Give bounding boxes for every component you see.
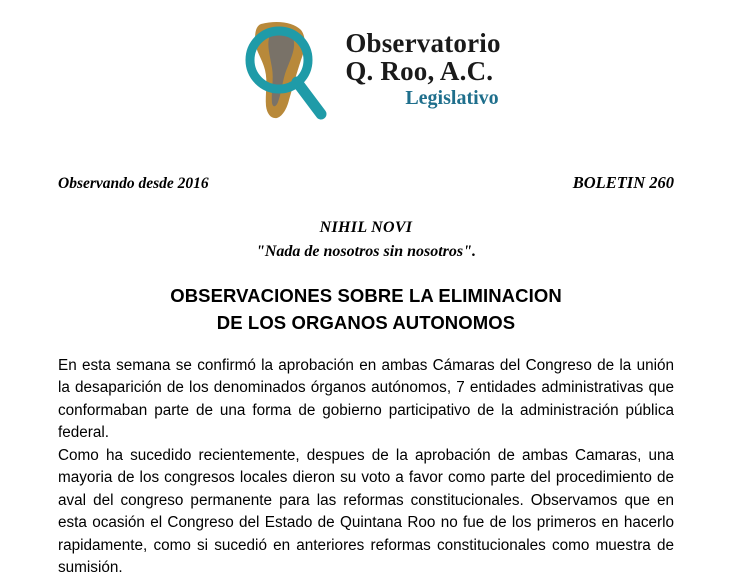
observando-desde-label: Observando desde 2016 bbox=[58, 175, 209, 192]
page-title bbox=[0, 283, 732, 337]
logo-wordmark bbox=[345, 30, 500, 108]
magnifying-glass-over-peninsula-map-icon bbox=[231, 16, 335, 124]
logo-line-observatorio: Observatorio bbox=[345, 28, 501, 59]
motto-title: NIHIL NOVI bbox=[319, 219, 413, 236]
logo-line-legislativo: Legislativo bbox=[405, 87, 499, 110]
body-paragraph-2: Como ha sucedido recientemente, despues de la aprobación de ambas Camaras, una mayoria de los congresos locales dieron su voto a favor como parte del procedimiento de aval del congreso permanente para las reformas constitucionales. Observamos que en esta ocasión el Congreso del Estado de Quintana Roo no fue de los primeros en hacerlo rapidamente, como si sucedió en anteriores reformas constitucionales como muestra de sumisión. bbox=[58, 446, 674, 576]
motto-block bbox=[0, 219, 732, 261]
logo-line-qroo: Q. Roo, A.C. bbox=[345, 55, 494, 86]
motto-subtitle: "Nada de nosotros sin nosotros". bbox=[255, 243, 477, 260]
body-paragraph-1: En esta semana se confirmó la aprobación en ambas Cámaras del Congreso de la unión la desaparición de los denominados órganos autónomos, 7 entidades administrativas que conformaban parte de una forma de gobierno participativo de la administración pública federal. bbox=[58, 356, 674, 442]
document-body bbox=[58, 355, 674, 579]
page-title-line-1: OBSERVACIONES SOBRE LA ELIMINACION bbox=[170, 285, 562, 306]
boletin-number-label: BOLETIN 260 bbox=[572, 173, 674, 192]
header-row bbox=[0, 173, 732, 193]
logo-group bbox=[231, 16, 500, 124]
logo-header bbox=[0, 0, 732, 125]
page-title-line-2: DE LOS ORGANOS AUTONOMOS bbox=[216, 311, 516, 333]
